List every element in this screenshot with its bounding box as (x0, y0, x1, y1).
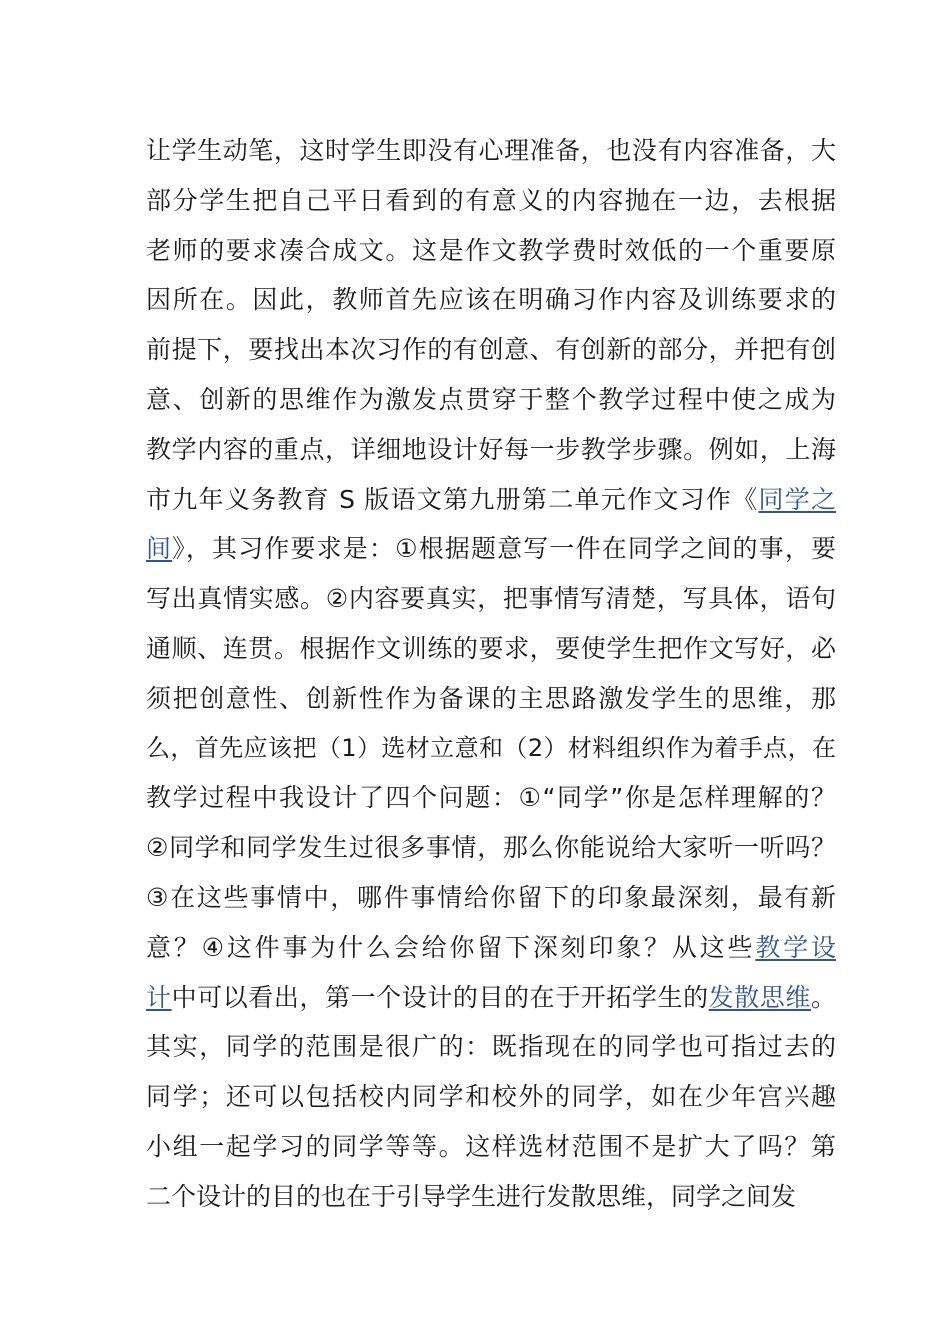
link-jiaoxue-sheji-cont[interactable]: 计 (146, 982, 172, 1012)
text-line (146, 1122, 836, 1172)
text-line (146, 375, 836, 425)
text-run: 教学内容的重点，详细地设计好每一步教学步骤。例如，上海 (146, 434, 836, 464)
text-run: 因所在。因此，教师首先应该在明确习作内容及训练要求的 (146, 285, 836, 315)
text-run: 意？④这件事为什么会给你留下深刻印象？从这些 (146, 932, 756, 962)
text-run: 市九年义务教育 S 版语文第九册第二单元作文习作《 (146, 484, 759, 514)
text-run: 老师的要求凑合成文。这是作文教学费时效低的一个重要原 (146, 235, 836, 265)
text-line (146, 873, 836, 923)
text-run: 么，首先应该把（1）选材立意和（2）材料组织作为着手点，在 (146, 733, 836, 762)
text-run: 意、创新的思维作为激发点贯穿于整个教学过程中使之成为 (146, 384, 836, 414)
text-run: 部分学生把自己平日看到的有意义的内容抛在一边，去根据 (146, 185, 836, 215)
text-run: 须把创意性、创新性作为备课的主思路激发学生的思维，那 (146, 683, 836, 713)
text-run: 。 (810, 982, 836, 1012)
text-run: 小组一起学习的同学等等。这样选材范围不是扩大了吗？第 (146, 1131, 836, 1161)
text-run: 教学过程中我设计了四个问题：①“同学”你是怎样理解的？ (146, 783, 836, 813)
text-line (146, 923, 836, 973)
text-run: 》，其习作要求是：①根据题意写一件在同学之间的事，要 (172, 534, 836, 564)
text-line (146, 325, 836, 375)
text-run: ②同学和同学发生过很多事情，那么你能说给大家听一听吗？ (146, 833, 836, 863)
text-run: 通顺、连贯。根据作文训练的要求，要使学生把作文写好，必 (146, 633, 836, 663)
text-line (146, 973, 836, 1023)
text-line (146, 176, 836, 226)
text-run: ③在这些事情中，哪件事情给你留下的印象最深刻，最有新 (146, 882, 836, 912)
text-line (146, 1172, 836, 1222)
link-tongxue-zhijian[interactable]: 同学之 (758, 484, 836, 514)
text-line (146, 475, 836, 525)
text-run: 中可以看出，第一个设计的目的在于开拓学生的 (171, 982, 709, 1012)
text-line (146, 275, 836, 325)
text-line (146, 624, 836, 674)
text-line (146, 226, 836, 276)
text-line (146, 773, 836, 823)
text-line (146, 674, 836, 724)
text-run: 同学；还可以包括校内同学和校外的同学，如在少年宫兴趣 (146, 1082, 836, 1112)
link-tongxue-zhijian-cont[interactable]: 间 (146, 534, 173, 564)
text-run: 写出真情实感。②内容要真实，把事情写清楚，写具体，语句 (146, 584, 836, 614)
text-run: 让学生动笔，这时学生即没有心理准备，也没有内容准备，大 (146, 136, 836, 165)
text-line (146, 524, 836, 574)
text-line (146, 1022, 836, 1072)
link-fasan-siwei[interactable]: 发散思维 (708, 982, 811, 1012)
body-text (146, 126, 836, 1222)
text-line (146, 425, 836, 475)
text-line (146, 724, 836, 774)
text-run: 其实，同学的范围是很广的：既指现在的同学也可指过去的 (146, 1032, 836, 1062)
text-run: 前提下，要找出本次习作的有创意、有创新的部分，并把有创 (146, 335, 836, 365)
text-line (146, 823, 836, 873)
text-line (146, 126, 836, 176)
text-line (146, 1072, 836, 1122)
text-run: 二个设计的目的也在于引导学生进行发散思维，同学之间发 (146, 1181, 797, 1211)
text-line (146, 574, 836, 624)
link-jiaoxue-sheji[interactable]: 教学设 (755, 932, 836, 962)
